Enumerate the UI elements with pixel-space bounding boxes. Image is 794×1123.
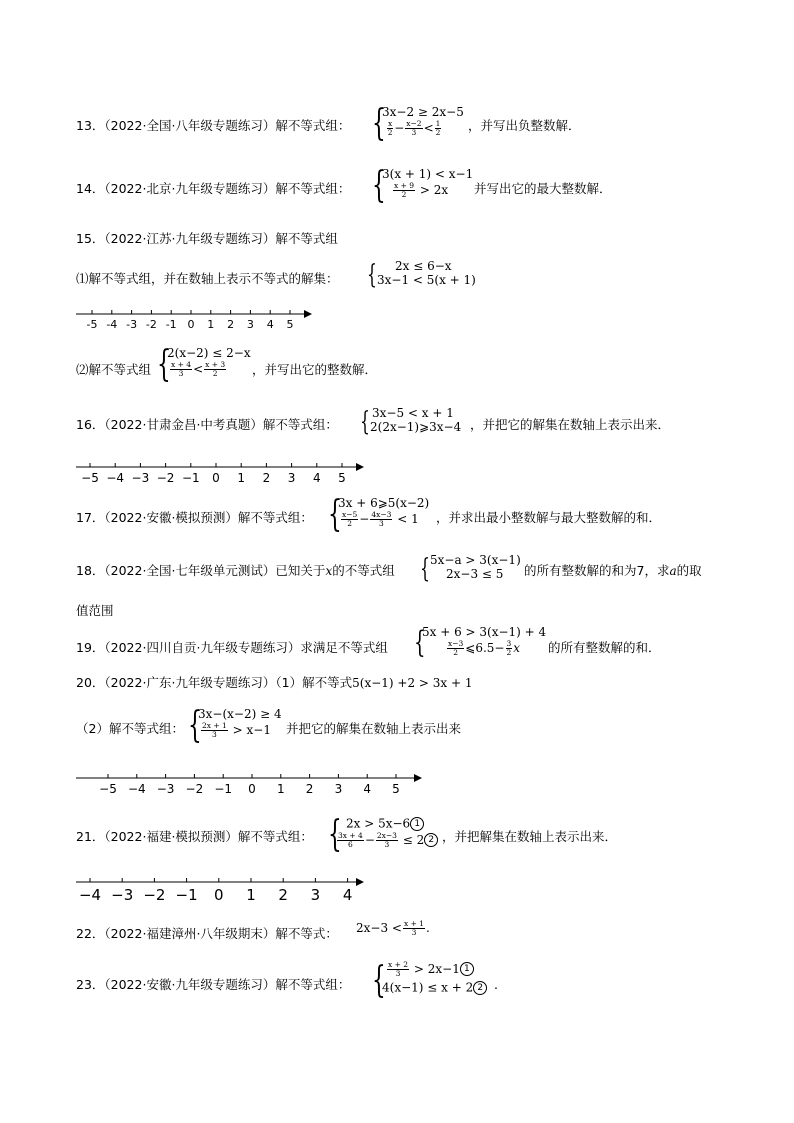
- question-lead: 已知关于: [275, 563, 326, 578]
- brace: {: [420, 554, 430, 584]
- inequality-1: 2(x−2) ≤ 2−x: [167, 346, 251, 360]
- question-number: 17．: [76, 510, 105, 525]
- tick-label: 4: [363, 782, 372, 796]
- inequality: 5(x−1) +2 > 3x + 1: [352, 676, 473, 690]
- question-lead: 解不等式组：: [275, 181, 351, 196]
- question-number: 20．: [76, 675, 105, 690]
- brace: {: [372, 103, 386, 144]
- inequality-1: 3x−(x−2) ≥ 4: [198, 707, 282, 721]
- number-line-20: [74, 769, 434, 799]
- question-source: （2022·福建漳州·八年级期末）: [104, 926, 276, 941]
- number-line-16: [74, 458, 374, 488]
- tick-label: 1: [246, 886, 256, 904]
- tick-label: 2: [227, 318, 235, 331]
- tick-label: 2: [278, 886, 288, 904]
- tick-label: 1: [207, 318, 215, 331]
- tick-label: −2: [185, 782, 204, 796]
- tick-label: −1: [181, 471, 200, 485]
- inequality-1: 5x−a > 3(x−1): [430, 553, 521, 567]
- question-16-stem: [76, 419, 338, 432]
- tick-label: 0: [214, 886, 224, 904]
- tick-label: 3: [287, 471, 296, 485]
- tick-label: -1: [165, 318, 177, 331]
- question-13-tail: ，并写出负整数解．: [468, 118, 581, 133]
- inequality-2: 3x−1 < 5(x + 1): [377, 273, 476, 287]
- brace: {: [328, 814, 342, 855]
- brace: {: [328, 494, 342, 535]
- tick-label: −3: [131, 471, 150, 485]
- number-line-21: [74, 873, 374, 903]
- brace: {: [414, 625, 426, 660]
- question-lead: 解不等式组：: [262, 417, 338, 432]
- question-source: （2022·安徽·模拟预测）: [104, 510, 238, 525]
- tick-label: −3: [111, 886, 134, 904]
- question-lead: 解不等式组: [275, 231, 338, 246]
- question-20-part-2: （2）解不等式组：: [76, 721, 184, 736]
- question-lead: 求满足不等式组: [300, 640, 388, 655]
- question-19-tail: 的所有整数解的和．: [548, 640, 661, 655]
- inequality-2: 2(2x−1)⩾3x−4: [370, 420, 462, 434]
- tick-label: −1: [175, 886, 198, 904]
- question-source: （2022·甘肃金昌·中考真题）: [104, 417, 263, 432]
- tick-label: −4: [127, 782, 146, 796]
- inequality-2: $\frac{x + 4}{3}$ < $\frac{x + 3}{2}$: [171, 360, 226, 378]
- inequality-2: $\frac{x}{2}$ − $\frac{x-2}{3}$ < $\frac{1}{2}$: [387, 119, 441, 137]
- question-18-stem: [76, 565, 395, 578]
- question-21-tail: ，并把解集在数轴上表示出来．: [442, 829, 618, 844]
- inequality-2: $\frac{x-5}{2}$ − $\frac{4x-3}{3}$ < 1: [342, 510, 419, 528]
- variable-x: x: [325, 564, 333, 578]
- tick-label: 4: [312, 471, 321, 485]
- question-13-stem: [76, 120, 350, 133]
- question-16-tail: ，并把它的解集在数轴上表示出来．: [470, 417, 671, 432]
- question-source: （2022·福建·模拟预测）: [104, 829, 238, 844]
- brace: {: [367, 260, 377, 290]
- question-number: 14．: [76, 181, 105, 196]
- inequality-1: $\frac{x + 2}{3}$ > 2x−1 1: [386, 961, 474, 978]
- question-source: （2022·全国·八年级专题练习）: [104, 118, 276, 133]
- question-15-stem: [76, 233, 338, 246]
- question-number: 16．: [76, 417, 105, 432]
- question-number: 23．: [76, 977, 105, 992]
- tick-label: -4: [106, 318, 118, 331]
- question-14-stem: [76, 183, 350, 196]
- question-15-part-2: ⑵解不等式组: [76, 362, 152, 377]
- inequality-1: 3(x + 1) < x−1: [382, 167, 474, 181]
- brace: {: [372, 960, 386, 1001]
- question-lead: 解不等式组：: [275, 977, 351, 992]
- circled-number-2: 2: [473, 981, 487, 995]
- question-15-part-1: ⑴解不等式组，并在数轴上表示不等式的解集：: [76, 271, 339, 286]
- brace: {: [372, 165, 386, 206]
- question-number: 13．: [76, 118, 105, 133]
- tick-label: 5: [286, 318, 294, 331]
- question-21-stem: [76, 831, 313, 844]
- tick-label: 5: [338, 471, 346, 485]
- inequality-2: $\frac{3x + 4}{6}$ − $\frac{2x-3}{3}$ ≤ 2 2: [336, 832, 438, 849]
- tick-label: 4: [266, 318, 274, 331]
- brace: {: [360, 407, 370, 437]
- question-22-inequality: 2x−3 < $\frac{x + 1}{3}$ .: [356, 919, 430, 937]
- tick-label: 2: [305, 782, 314, 796]
- inequality-1: 3x−5 < x + 1: [372, 406, 454, 420]
- inequality-1: 3x−2 ≥ 2x−5: [382, 105, 464, 119]
- question-lead: 解不等式组：: [237, 829, 313, 844]
- tick-label: 3: [246, 318, 254, 331]
- question-source: （2022·北京·九年级专题练习）: [104, 181, 276, 196]
- tick-label: -2: [145, 318, 157, 331]
- question-14-tail: 并写出它的最大整数解．: [474, 181, 612, 196]
- tick-label: −2: [156, 471, 175, 485]
- tick-label: 4: [342, 886, 353, 904]
- question-23-stem: [76, 979, 350, 992]
- question-20-stem: [76, 677, 473, 690]
- number-line-15: [74, 305, 319, 333]
- question-source: （2022·安徽·九年级专题练习）: [104, 977, 276, 992]
- circled-number-1: 1: [410, 817, 424, 831]
- question-20-part-1: （1）解不等式: [275, 675, 353, 690]
- inequality-2: 2x−3 ≤ 5: [446, 567, 504, 581]
- circled-number-2: 2: [424, 833, 438, 847]
- question-19-stem: [76, 642, 388, 655]
- inequality-2: $\frac{x + 9}{2}$ > 2x: [394, 181, 449, 199]
- inequality-1: 2x > 5x−6 1: [346, 817, 424, 831]
- tick-label: −5: [81, 471, 99, 485]
- tick-label: −2: [143, 886, 166, 904]
- tick-label: −3: [156, 782, 175, 796]
- number-line-ticks: [87, 310, 294, 331]
- brace: {: [188, 705, 202, 746]
- tick-label: 3: [334, 782, 343, 796]
- inequality-1: 3x + 6⩾5(x−2): [338, 496, 430, 510]
- inequality-1: 5x + 6 > 3(x−1) + 4: [422, 625, 547, 639]
- question-source: （2022·江苏·九年级专题练习）: [104, 231, 276, 246]
- question-number: 19．: [76, 640, 105, 655]
- question-17-stem: [76, 512, 313, 525]
- question-number: 22．: [76, 926, 105, 941]
- question-15-part-2-tail: ，并写出它的整数解．: [252, 362, 378, 377]
- tick-label: 1: [276, 782, 285, 796]
- question-lead-b: 的不等式组: [332, 563, 395, 578]
- tick-label: 0: [248, 782, 256, 796]
- question-number: 21．: [76, 829, 105, 844]
- number-line-ticks: [99, 774, 400, 796]
- inequality-2: 4(x−1) ≤ x + 2 2: [382, 981, 487, 995]
- question-22-stem: [76, 928, 338, 941]
- question-number: 15．: [76, 231, 105, 246]
- tick-label: 5: [392, 782, 400, 796]
- tick-label: −4: [106, 471, 125, 485]
- inequality-2: $\frac{2x + 1}{3}$ > x−1: [202, 721, 271, 739]
- question-23-tail: .: [494, 977, 498, 992]
- number-line-ticks: [81, 463, 346, 485]
- circled-number-1: 1: [460, 962, 474, 976]
- question-18-tail: 的所有整数解的和为7，求a的取: [524, 563, 702, 578]
- brace: {: [157, 344, 171, 385]
- tick-label: 0: [187, 318, 195, 331]
- question-17-tail: ，并求出最小整数解与最大整数解的和．: [436, 510, 662, 525]
- tick-label: −1: [214, 782, 233, 796]
- question-18-line-2: 值范围: [76, 603, 114, 618]
- inequality-1: 2x ≤ 6−x: [395, 259, 452, 273]
- tick-label: -5: [86, 318, 98, 331]
- tick-label: 2: [262, 471, 271, 485]
- tick-label: 3: [310, 886, 321, 904]
- tick-label: 0: [212, 471, 220, 485]
- question-lead: 解不等式组：: [237, 510, 313, 525]
- question-number: 18．: [76, 563, 105, 578]
- question-source: （2022·全国·七年级单元测试）: [104, 563, 276, 578]
- tick-label: −4: [78, 886, 102, 904]
- tick-label: 1: [237, 471, 246, 485]
- question-lead: 解不等式：: [275, 926, 338, 941]
- variable-a: a: [669, 564, 677, 578]
- tick-label: −5: [99, 782, 117, 796]
- inequality-2: $\frac{x-3}{2}$ ⩽6.5− $\frac{3}{2}$ x: [448, 639, 521, 657]
- tick-label: -3: [126, 318, 138, 331]
- question-20-part-2-tail: 并把它的解集在数轴上表示出来: [286, 721, 462, 736]
- question-source: （2022·四川自贡·九年级专题练习）: [104, 640, 301, 655]
- question-lead: 解不等式组：: [275, 118, 351, 133]
- question-source: （2022·广东·九年级专题练习）: [104, 675, 276, 690]
